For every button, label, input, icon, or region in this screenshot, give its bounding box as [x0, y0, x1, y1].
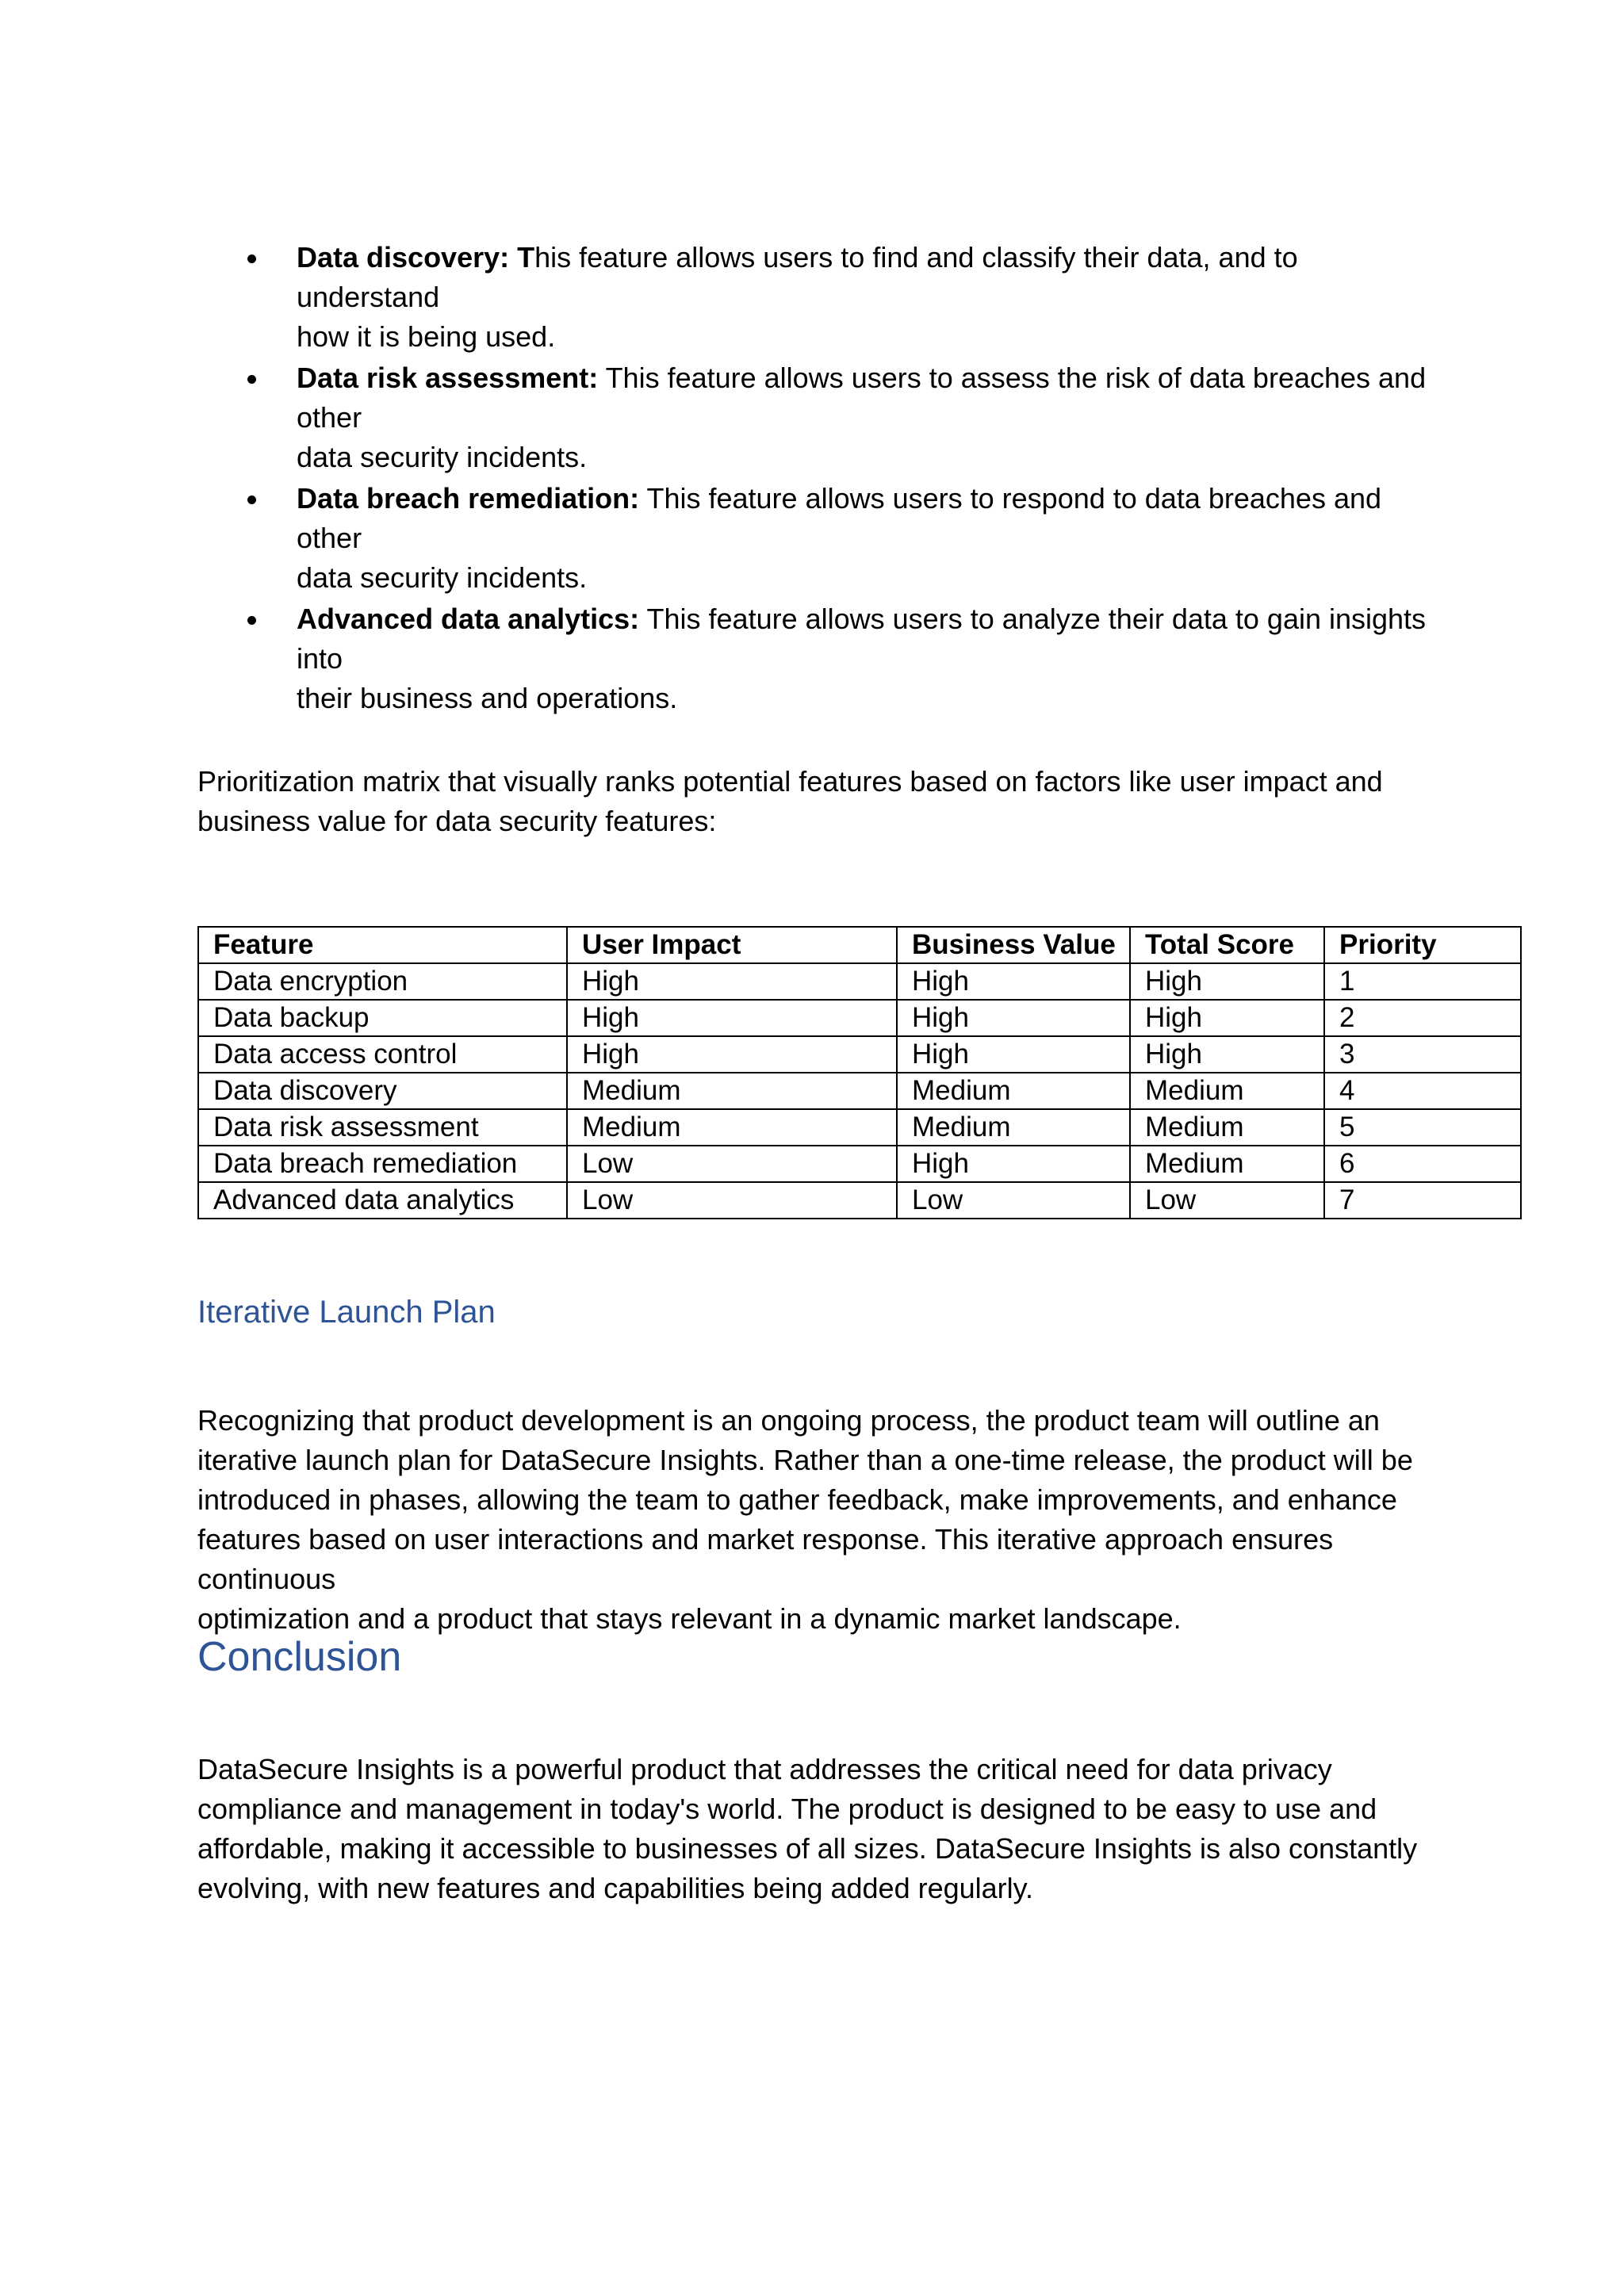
table-cell: Medium [1130, 1073, 1324, 1109]
table-cell: 3 [1324, 1036, 1521, 1073]
table-cell: Low [897, 1182, 1130, 1219]
iterative-launch-plan-heading: Iterative Launch Plan [197, 1295, 496, 1330]
bullet-dot-icon [247, 375, 256, 384]
column-header-feature: Feature [198, 927, 567, 963]
table-cell: High [567, 1000, 897, 1036]
bullet-text: This feature allows users to respond to data breaches and other [297, 482, 1382, 554]
table-cell: Data discovery [198, 1073, 567, 1109]
paragraph-line: evolving, with new features and capabilities being added regularly. [197, 1872, 1033, 1904]
table-row [198, 1036, 1521, 1073]
paragraph-line: iterative launch plan for DataSecure Insights. Rather than a one-time release, the product will be [197, 1444, 1413, 1476]
matrix-intro-paragraph [197, 762, 1450, 841]
table-cell: Data backup [198, 1000, 567, 1036]
paragraph-line: features based on user interactions and market response. This iterative approach ensures continuous [197, 1523, 1334, 1595]
bullet-text-cont: data security incidents. [297, 441, 588, 473]
bullet-text: This feature allows users to assess the risk of data breaches and other [297, 362, 1427, 434]
table-cell: 2 [1324, 1000, 1521, 1036]
table-cell: High [567, 1036, 897, 1073]
bullet-item-advanced-data-analytics [297, 599, 1438, 718]
conclusion-heading: Conclusion [197, 1634, 402, 1680]
table-cell: Medium [567, 1073, 897, 1109]
table-cell: High [897, 1036, 1130, 1073]
matrix-intro-line: business value for data security features: [197, 805, 717, 837]
table-cell: High [897, 1146, 1130, 1182]
paragraph-line: Recognizing that product development is an ongoing process, the product team will outline an [197, 1404, 1380, 1437]
table-row [198, 1109, 1521, 1146]
bullet-text-cont: how it is being used. [297, 320, 556, 353]
paragraph-line: DataSecure Insights is a powerful product that addresses the critical need for data privacy [197, 1753, 1332, 1785]
table-cell: High [1130, 1036, 1324, 1073]
column-header-total-score: Total Score [1130, 927, 1324, 963]
table-row [198, 1182, 1521, 1219]
paragraph-line: affordable, making it accessible to businesses of all sizes. DataSecure Insights is also constantly [197, 1832, 1418, 1865]
table-cell: Data access control [198, 1036, 567, 1073]
prioritization-matrix-table [197, 926, 1522, 1219]
table-cell: High [567, 963, 897, 1000]
bullet-dot-icon [247, 254, 256, 263]
table-cell: High [897, 963, 1130, 1000]
table-cell: Medium [897, 1073, 1130, 1109]
paragraph-line: optimization and a product that stays relevant in a dynamic market landscape. [197, 1602, 1182, 1635]
bullet-item-data-breach-remediation [297, 479, 1438, 598]
bullet-text-cont: data security incidents. [297, 561, 588, 594]
column-header-business-value: Business Value [897, 927, 1130, 963]
table-cell: Low [1130, 1182, 1324, 1219]
paragraph-line: introduced in phases, allowing the team to gather feedback, make improvements, and enhance [197, 1483, 1397, 1516]
bullet-text: This feature allows users to analyze their data to gain insights into [297, 603, 1427, 675]
table-cell: Medium [1130, 1109, 1324, 1146]
iterative-launch-plan-paragraph [197, 1401, 1450, 1639]
table-cell: Advanced data analytics [198, 1182, 567, 1219]
table-cell: Medium [567, 1109, 897, 1146]
bullet-dot-icon [247, 616, 256, 625]
table-row [198, 1000, 1521, 1036]
table-cell: Low [567, 1146, 897, 1182]
bullet-text: his feature allows users to find and classify their data, and to understand [297, 241, 1298, 313]
table-cell: Medium [1130, 1146, 1324, 1182]
bullet-term: Data discovery: T [297, 241, 535, 274]
table-cell: 5 [1324, 1109, 1521, 1146]
bullet-text-cont: their business and operations. [297, 682, 678, 714]
table-cell: Data breach remediation [198, 1146, 567, 1182]
column-header-priority: Priority [1324, 927, 1521, 963]
bullet-dot-icon [247, 496, 256, 504]
table-row [198, 1073, 1521, 1109]
bullet-term: Data risk assessment: [297, 362, 599, 394]
table-cell: Low [567, 1182, 897, 1219]
table-cell: 6 [1324, 1146, 1521, 1182]
table-row [198, 1146, 1521, 1182]
matrix-intro-line: Prioritization matrix that visually ranks potential features based on factors like user impact and [197, 765, 1383, 798]
conclusion-paragraph [197, 1750, 1450, 1908]
table-cell: High [1130, 1000, 1324, 1036]
table-cell: 7 [1324, 1182, 1521, 1219]
bullet-item-data-risk-assessment [297, 358, 1438, 477]
table-cell: High [1130, 963, 1324, 1000]
bullet-term: Advanced data analytics: [297, 603, 640, 635]
column-header-user-impact: User Impact [567, 927, 897, 963]
table-cell: 1 [1324, 963, 1521, 1000]
table-cell: Data encryption [198, 963, 567, 1000]
paragraph-line: compliance and management in today's world. The product is designed to be easy to use and [197, 1793, 1377, 1825]
table-cell: 4 [1324, 1073, 1521, 1109]
table-header-row [198, 927, 1521, 963]
bullet-term: Data breach remediation: [297, 482, 640, 515]
table-row [198, 963, 1521, 1000]
table-cell: High [897, 1000, 1130, 1036]
table-cell: Data risk assessment [198, 1109, 567, 1146]
bullet-item-data-discovery [297, 238, 1438, 357]
table-cell: Medium [897, 1109, 1130, 1146]
